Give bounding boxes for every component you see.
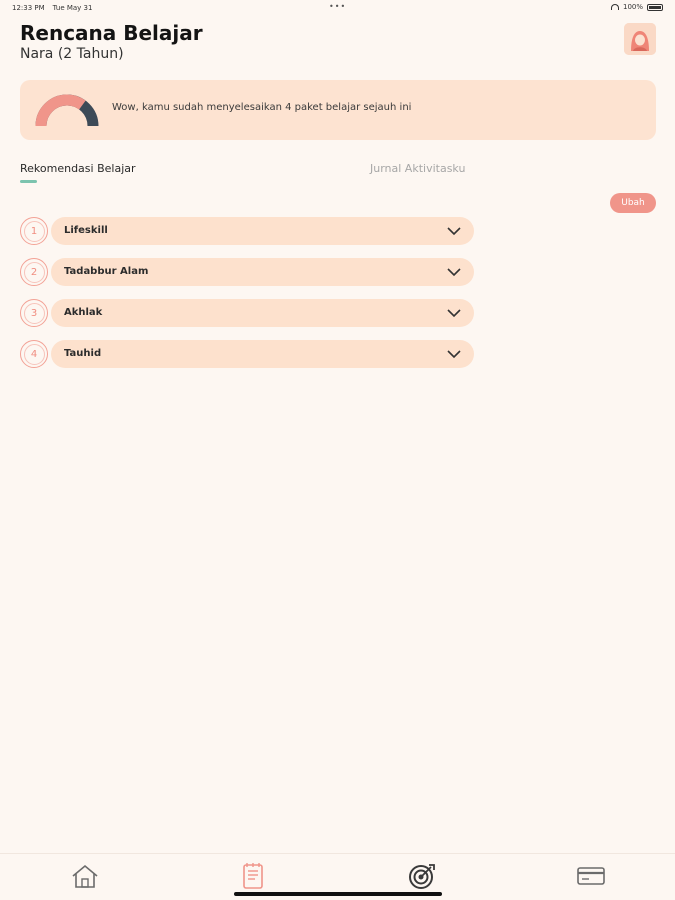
status-date: Tue May 31 <box>52 4 93 12</box>
wifi-icon <box>611 4 619 10</box>
home-icon <box>69 862 101 890</box>
plan-item-lifeskill <box>20 216 475 246</box>
active-tab-indicator <box>20 180 37 183</box>
battery-percent: 100% <box>622 3 643 11</box>
progress-gauge <box>33 90 101 130</box>
target-icon <box>405 862 437 890</box>
nav-target[interactable] <box>405 862 437 890</box>
nav-home[interactable] <box>69 862 101 890</box>
plan-accordion-tauhid[interactable] <box>51 340 474 368</box>
page-title: Rencana Belajar <box>20 21 203 45</box>
plan-label: Tadabbur Alam <box>64 266 149 277</box>
multitask-dots[interactable]: ••• <box>329 2 347 11</box>
plan-number-badge: 3 <box>20 299 48 327</box>
battery-icon <box>647 4 663 11</box>
chevron-down-icon <box>446 225 462 237</box>
plan-item-tauhid <box>20 339 475 369</box>
child-name: Nara (2 Tahun) <box>20 46 124 62</box>
plan-number-badge: 4 <box>20 340 48 368</box>
tab-rekomendasi-belajar[interactable]: Rekomendasi Belajar <box>20 162 136 175</box>
status-bar <box>0 0 675 16</box>
tab-jurnal-aktivitasku[interactable]: Jurnal Aktivitasku <box>370 162 466 175</box>
card-icon <box>575 862 607 890</box>
plan-label: Tauhid <box>64 348 102 359</box>
plan-accordion-lifeskill[interactable] <box>51 217 474 245</box>
plan-label: Akhlak <box>64 307 103 318</box>
progress-message: Wow, kamu sudah menyelesaikan 4 paket belajar sejauh ini <box>112 102 412 113</box>
notebook-icon <box>237 862 269 890</box>
plan-number-badge: 2 <box>20 258 48 286</box>
nav-rencana-belajar[interactable] <box>237 862 269 890</box>
tab-bar <box>0 160 675 190</box>
chevron-down-icon <box>446 266 462 278</box>
chevron-down-icon <box>446 348 462 360</box>
plan-number-badge: 1 <box>20 217 48 245</box>
plan-item-tadabbur-alam <box>20 257 475 287</box>
status-time: 12:33 PM <box>12 4 45 12</box>
progress-card <box>20 80 656 140</box>
chevron-down-icon <box>446 307 462 319</box>
nav-card[interactable] <box>575 862 607 890</box>
avatar[interactable] <box>624 23 656 55</box>
plan-item-akhlak <box>20 298 475 328</box>
plan-label: Lifeskill <box>64 225 108 236</box>
plan-accordion-akhlak[interactable] <box>51 299 474 327</box>
hijab-girl-avatar-icon <box>624 23 656 55</box>
home-indicator[interactable] <box>234 892 442 896</box>
edit-button[interactable]: Ubah <box>610 193 656 213</box>
plan-accordion-tadabbur-alam[interactable] <box>51 258 474 286</box>
